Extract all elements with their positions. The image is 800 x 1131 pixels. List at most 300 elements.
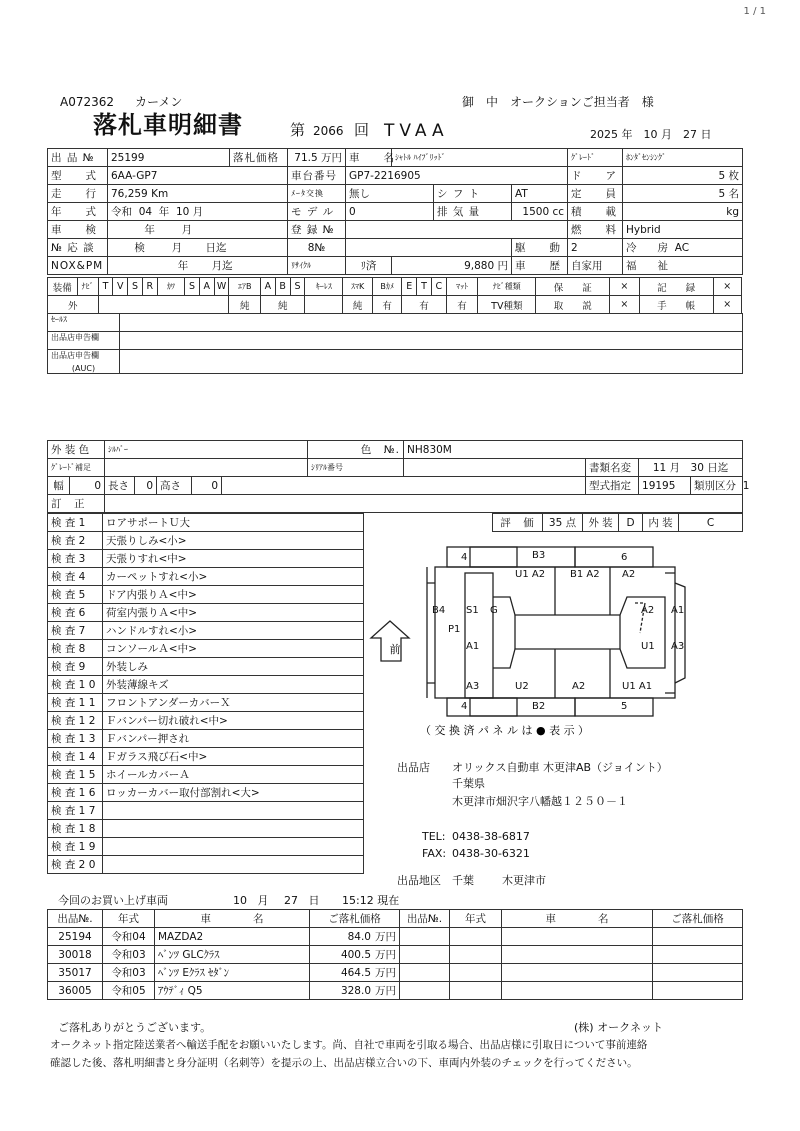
member-code: A072362	[60, 95, 115, 109]
purchase-car: ﾍﾞﾝﾂ GLCｸﾗｽ	[155, 946, 310, 964]
label: ﾘｻｲｸﾙ	[288, 257, 346, 275]
empty	[400, 946, 450, 964]
inspection-row	[48, 622, 364, 640]
class-cell: 類別区分 1	[691, 477, 743, 495]
type-designation: 19195	[639, 477, 691, 495]
dims-row	[48, 477, 743, 495]
empty	[400, 964, 450, 982]
recycle-done: ﾘ済	[346, 257, 392, 275]
empty	[502, 982, 653, 1000]
purchase-price: 464.5 万円	[310, 964, 400, 982]
mark: 5	[621, 701, 628, 712]
purchase-row	[48, 946, 743, 964]
empty	[450, 928, 502, 946]
document-change-date: 11 月 30 日迄	[639, 459, 743, 477]
purchase-lot: 30018	[48, 946, 103, 964]
inspection-label: 検 査 4	[48, 568, 103, 586]
sales-value	[120, 314, 743, 332]
inspection-text	[103, 838, 364, 856]
inspection-row	[48, 784, 364, 802]
purchase-year: 令和05	[103, 982, 155, 1000]
empty	[653, 982, 743, 1000]
mark: A2	[641, 605, 655, 616]
label: 内 装	[643, 514, 679, 532]
inspection-text	[103, 820, 364, 838]
addressee: 御 中 オークションご担当者 様	[462, 95, 654, 109]
label: 型 式	[48, 167, 108, 185]
purchase-price: 84.0 万円	[310, 928, 400, 946]
fuel: Hybrid	[623, 221, 743, 239]
shop-address: 木更津市畑沢字八幡越１２５０－１	[452, 795, 628, 808]
equip-label: W	[214, 278, 229, 296]
auction-dai: 第	[290, 121, 306, 139]
panel	[470, 547, 575, 567]
purchases-day: 27 日	[284, 894, 320, 907]
equip-label: R	[142, 278, 157, 296]
mark: U1 A1	[622, 681, 653, 692]
meter-replaced: 無し	[346, 185, 434, 203]
mark: 6	[621, 552, 628, 563]
label: 車 名	[346, 149, 392, 167]
row-response	[48, 239, 743, 257]
inspection-row	[48, 712, 364, 730]
exterior-table	[47, 440, 750, 513]
exterior-color-row	[48, 441, 743, 459]
inspection-text: 荷室内張りＡ<中>	[103, 604, 364, 622]
panel	[447, 547, 517, 567]
row-inspection	[48, 221, 743, 239]
panel	[493, 597, 665, 668]
inspection-text: 天張りしみ<小>	[103, 532, 364, 550]
document-title: 落札車明細書	[93, 110, 243, 139]
equip-value: 純	[261, 296, 305, 314]
equip-label: S	[185, 278, 200, 296]
shop-notice-value	[120, 332, 743, 350]
equip-empty	[98, 296, 229, 314]
equipment-values	[48, 296, 742, 314]
inspection-text: フロントアンダーカバーＸ	[103, 694, 364, 712]
record-mark: ×	[713, 278, 742, 296]
inspection-text: 外装薄線キズ	[103, 676, 364, 694]
capacity: 5 名	[623, 185, 743, 203]
notice-line-2: 確認した後、落札明細書と身分証明（名刺等）を提示の上、出品店様立合いの下、車両内外装のチェックを行ってください。	[50, 1057, 638, 1069]
drive: 2	[568, 239, 623, 257]
shift: AT	[512, 185, 568, 203]
manual-label: 取 説	[536, 296, 610, 314]
inspection-label: 検 査 1 1	[48, 694, 103, 712]
nox-date: 年 月迄	[108, 257, 288, 275]
inspection-label: 検 査 6	[48, 604, 103, 622]
mark: U2	[515, 681, 529, 692]
inspection-row	[48, 748, 364, 766]
label: 型式指定	[586, 477, 639, 495]
grade-extra-row	[48, 459, 743, 477]
label: 積 載	[568, 203, 623, 221]
exterior-color: ｼﾙﾊﾞｰ	[105, 441, 308, 459]
number-8	[346, 239, 512, 257]
label: ド ア	[568, 167, 623, 185]
bumper-front	[427, 567, 435, 698]
label: 駆 動	[512, 239, 568, 257]
length: 0	[135, 477, 157, 495]
label: 8№	[288, 239, 346, 257]
mark: B2	[532, 701, 546, 712]
mark: A1	[671, 605, 685, 616]
empty	[400, 928, 450, 946]
equip-label: S	[290, 278, 305, 296]
sales-row	[48, 314, 743, 332]
mark: A1	[466, 641, 480, 652]
panel	[470, 698, 575, 716]
label: 年 式	[48, 203, 108, 221]
inspection-row	[48, 820, 364, 838]
inspection-label: 検 査 1 2	[48, 712, 103, 730]
purchase-row	[48, 964, 743, 982]
equip-label: ｷｰﾚｽ	[305, 278, 343, 296]
inspection-row	[48, 640, 364, 658]
empty	[653, 964, 743, 982]
inspection-label: 検 査 1 0	[48, 676, 103, 694]
empty	[502, 928, 653, 946]
correction	[105, 495, 743, 513]
equip-label: V	[113, 278, 128, 296]
inspection-row	[48, 838, 364, 856]
label: 書類名変	[586, 459, 639, 477]
inspection-row	[48, 730, 364, 748]
inspection-text: 外装しみ	[103, 658, 364, 676]
equip-label: ﾅﾋﾞ	[77, 278, 98, 296]
label: 走 行	[48, 185, 108, 203]
exterior-grade: D	[619, 514, 643, 532]
equip-label: S	[128, 278, 143, 296]
inspection-text: ドア内張りＡ<中>	[103, 586, 364, 604]
height: 0	[192, 477, 222, 495]
record-label: 記 録	[639, 278, 713, 296]
purchases-time: 15:12 現在	[342, 894, 400, 907]
label: 外 装 色	[48, 441, 105, 459]
inspection-label: 検 査 1 7	[48, 802, 103, 820]
mark: B1 A2	[570, 569, 600, 580]
score: 35 点	[543, 514, 583, 532]
interior-grade: C	[679, 514, 743, 532]
equip-label: 装備	[48, 278, 78, 296]
winning-price: 71.5 万円	[288, 149, 346, 167]
equip-label: ｴｱB	[229, 278, 261, 296]
model-type: 6AA-GP7	[108, 167, 288, 185]
col-header: 車 名	[155, 910, 310, 928]
chassis-number: GP7-2216905	[346, 167, 568, 185]
equip-label: T	[417, 278, 432, 296]
inspection-text: Ｆバンパー切れ破れ<中>	[103, 712, 364, 730]
panel	[575, 547, 653, 567]
venue: TVAA	[384, 121, 449, 141]
equip-label: T	[98, 278, 113, 296]
inspection-text: ロアサポートＵ大	[103, 514, 364, 532]
kenmi-date: 検 月 日迄	[108, 239, 288, 257]
purchase-price: 328.0 万円	[310, 982, 400, 1000]
purchase-car: ｱｳﾃﾞｨ Q5	[155, 982, 310, 1000]
spec-table	[47, 148, 743, 275]
equip-label: A	[261, 278, 276, 296]
empty	[502, 946, 653, 964]
label: ｸﾞﾚｰﾄﾞ補足	[48, 459, 105, 477]
inspection-row	[48, 676, 364, 694]
mark: A2	[622, 569, 636, 580]
purchase-price: 400.5 万円	[310, 946, 400, 964]
company: (株) オークネット	[574, 1021, 663, 1034]
inspection-row	[48, 568, 364, 586]
mark: U1	[641, 641, 655, 652]
recycle-amount: 9,880 円	[392, 257, 512, 275]
bumper-rear	[675, 583, 685, 683]
damage-diagram	[365, 543, 740, 743]
equipment-table	[47, 277, 742, 314]
purchase-year: 令和04	[103, 928, 155, 946]
label: モ デ ル	[288, 203, 346, 221]
rating-row	[493, 514, 743, 532]
col-header: 出品№.	[48, 910, 103, 928]
notice-line-1: オークネット指定陸送業者へ輸送手配をお願いいたします。尚、自社で車両を引取る場合、出品店様に引取日について事前連絡	[50, 1039, 648, 1051]
purchase-car: MAZDA2	[155, 928, 310, 946]
mark: U1 A2	[515, 569, 546, 580]
width: 0	[70, 477, 105, 495]
equip-value: 有	[446, 296, 478, 314]
front-label: 前	[389, 643, 401, 656]
inspection-text	[103, 802, 364, 820]
mileage: 76,259 Km	[108, 185, 288, 203]
shop-name: オリックス自動車 木更津AB（ジョイント）	[452, 761, 668, 774]
inspection-table	[47, 513, 364, 874]
inspection-label: 検 査 5	[48, 586, 103, 604]
inspection-row	[48, 604, 364, 622]
label: № 応 談	[48, 239, 108, 257]
label: 登 録 №	[288, 221, 346, 239]
purchases-title: 今回のお買い上げ車両	[58, 894, 168, 907]
inspection-label: 検 査 1 3	[48, 730, 103, 748]
inspection-row	[48, 802, 364, 820]
mark: A3	[671, 641, 685, 652]
model-year: 令和 04 年 10 月	[108, 203, 288, 221]
shop-notice-auc-row	[48, 350, 743, 374]
label: 落札価格	[230, 149, 288, 167]
col-header: 車 名	[502, 910, 653, 928]
tel-label: TEL:	[422, 830, 446, 843]
empty	[450, 964, 502, 982]
thanks: ご落札ありがとうございます。	[58, 1021, 212, 1034]
doors: 5 枚	[623, 167, 743, 185]
inspection-row	[48, 586, 364, 604]
mark: 4	[461, 552, 468, 563]
equip-label: C	[431, 278, 446, 296]
purchase-year: 令和03	[103, 964, 155, 982]
member-name: カーメン	[135, 95, 183, 109]
grade: ﾎﾝﾀﾞｾﾝｼﾝｸﾞ	[623, 149, 743, 167]
col-header: 出品№.	[400, 910, 450, 928]
warranty-mark: ×	[610, 278, 640, 296]
inspection-text: ホイールカバーＡ	[103, 766, 364, 784]
shop-fax: 0438-30-6321	[452, 847, 530, 860]
manual-mark: ×	[610, 296, 640, 314]
equip-label: A	[199, 278, 214, 296]
label: 出 品 №	[48, 149, 108, 167]
equip-label: ﾏｯﾄ	[446, 278, 478, 296]
panel	[465, 573, 493, 698]
auction-number: 2066	[313, 124, 344, 138]
displacement: 1500 cc	[512, 203, 568, 221]
model: 0	[346, 203, 434, 221]
inspection-date: 年 月	[108, 221, 288, 239]
label: ﾒｰﾀ交換	[288, 185, 346, 203]
label: 車 歴	[512, 257, 568, 275]
row-nox	[48, 257, 743, 275]
load: kg	[623, 203, 743, 221]
label: 排 気 量	[434, 203, 512, 221]
label: 訂 正	[48, 495, 105, 513]
inspection-label: 検 査 1	[48, 514, 103, 532]
equip-label: ｽﾏK	[343, 278, 373, 296]
equipment-labels	[48, 278, 742, 296]
dims-empty	[222, 477, 586, 495]
sales-label: ｾｰﾙｽ	[48, 314, 120, 332]
mark: S1	[466, 605, 479, 616]
purchase-lot: 36005	[48, 982, 103, 1000]
purchase-lot: 35017	[48, 964, 103, 982]
inspection-row	[48, 694, 364, 712]
empty	[450, 982, 502, 1000]
inspection-label: 検 査 1 4	[48, 748, 103, 766]
rating-table	[492, 513, 743, 532]
color-number: NH830M	[404, 441, 743, 459]
purchases-table	[47, 909, 743, 1000]
inspection-text: ハンドルすれ<小>	[103, 622, 364, 640]
purchases-month: 10 月	[233, 894, 269, 907]
inspection-label: 検 査 7	[48, 622, 103, 640]
label: 燃 料	[568, 221, 623, 239]
purchase-lot: 25194	[48, 928, 103, 946]
inspection-text: 天張りすれ<中>	[103, 550, 364, 568]
document-date: 2025 年 10 月 27 日	[590, 128, 712, 141]
mark: G	[490, 605, 498, 616]
inspection-row	[48, 856, 364, 874]
inspection-label: 検 査 1 5	[48, 766, 103, 784]
inspection-row	[48, 550, 364, 568]
purchase-car: ﾍﾞﾝﾂ Eｸﾗｽ ｾﾀﾞﾝ	[155, 964, 310, 982]
inspection-text: ロッカーカバー取付部割れ<大>	[103, 784, 364, 802]
inspection-text: コンソールＡ<中>	[103, 640, 364, 658]
lot-number: 25199	[108, 149, 230, 167]
shop-notice-row	[48, 332, 743, 350]
inspection-text: Ｆガラス飛び石<中>	[103, 748, 364, 766]
notes-table	[47, 313, 743, 374]
panel	[447, 698, 517, 716]
equip-label: B	[275, 278, 290, 296]
tv-type-label: TV種類	[478, 296, 536, 314]
col-header: ご落札価格	[310, 910, 400, 928]
purchases-header	[48, 910, 743, 928]
correction-row	[48, 495, 743, 513]
inspection-row	[48, 766, 364, 784]
page-number: 1 / 1	[743, 6, 766, 17]
inspection-label: 検 査 8	[48, 640, 103, 658]
inspection-row	[48, 532, 364, 550]
label: 車 検	[48, 221, 108, 239]
panel	[665, 573, 675, 693]
label: 幅	[48, 477, 70, 495]
label: 車台番号	[288, 167, 346, 185]
warranty-label: 保 証	[536, 278, 610, 296]
ac-cell: 冷 房 AC	[623, 239, 743, 257]
purchase-row	[48, 982, 743, 1000]
mark: B3	[532, 550, 546, 561]
label: シ フ ト	[434, 185, 512, 203]
shop-tel: 0438-38-6817	[452, 830, 530, 843]
mark: A3	[466, 681, 480, 692]
empty	[653, 946, 743, 964]
row-type	[48, 167, 743, 185]
empty	[653, 928, 743, 946]
equip-value: 純	[229, 296, 261, 314]
area-label: 出品地区	[397, 874, 441, 887]
label: 定 員	[568, 185, 623, 203]
outer-label: 外	[48, 296, 99, 314]
notebook-label: 手 帳	[639, 296, 713, 314]
label: 長さ	[105, 477, 135, 495]
car-name: ｼｬﾄﾙ ﾊｲﾌﾞﾘｯﾄﾞ	[392, 149, 568, 167]
inspection-label: 検 査 3	[48, 550, 103, 568]
mark: 4	[461, 701, 468, 712]
purchase-year: 令和03	[103, 946, 155, 964]
mark: P1	[448, 624, 461, 635]
purchase-row	[48, 928, 743, 946]
serial-number	[404, 459, 586, 477]
col-header: 年式	[450, 910, 502, 928]
inspection-label: 検 査 2	[48, 532, 103, 550]
inspection-label: 検 査 1 6	[48, 784, 103, 802]
registration	[346, 221, 568, 239]
inspection-row	[48, 514, 364, 532]
notebook-mark: ×	[713, 296, 742, 314]
welfare-cell: 福 祉	[623, 257, 743, 275]
equip-label: Bｶﾒ	[372, 278, 402, 296]
col-header: 年式	[103, 910, 155, 928]
equip-label: ｶﾜ	[157, 278, 184, 296]
equip-empty	[305, 296, 343, 314]
empty	[450, 946, 502, 964]
label: ｼﾘｱﾙ番号	[308, 459, 404, 477]
auction-kai: 回	[354, 121, 370, 139]
label: NOX&PM	[48, 257, 108, 275]
shop-prefecture: 千葉県	[452, 777, 485, 790]
area-city: 木更津市	[502, 874, 546, 887]
inspection-text: Ｆバンパー押され	[103, 730, 364, 748]
label: 色 №.	[308, 441, 404, 459]
row-basic	[48, 149, 743, 167]
label: 評 価	[493, 514, 543, 532]
panel	[575, 698, 653, 716]
row-year	[48, 203, 743, 221]
shop-notice-auc-value	[120, 350, 743, 374]
row-mileage	[48, 185, 743, 203]
equip-value: 純	[343, 296, 373, 314]
label: ｸﾞﾚｰﾄﾞ	[568, 149, 623, 167]
shop-label: 出品店	[397, 761, 430, 774]
inspection-label: 検 査 2 0	[48, 856, 103, 874]
mark: B4	[432, 605, 446, 616]
label: 外 装	[583, 514, 619, 532]
fax-label: FAX:	[422, 847, 447, 860]
equip-label: ﾅﾋﾞ種類	[478, 278, 536, 296]
equip-label: E	[402, 278, 417, 296]
